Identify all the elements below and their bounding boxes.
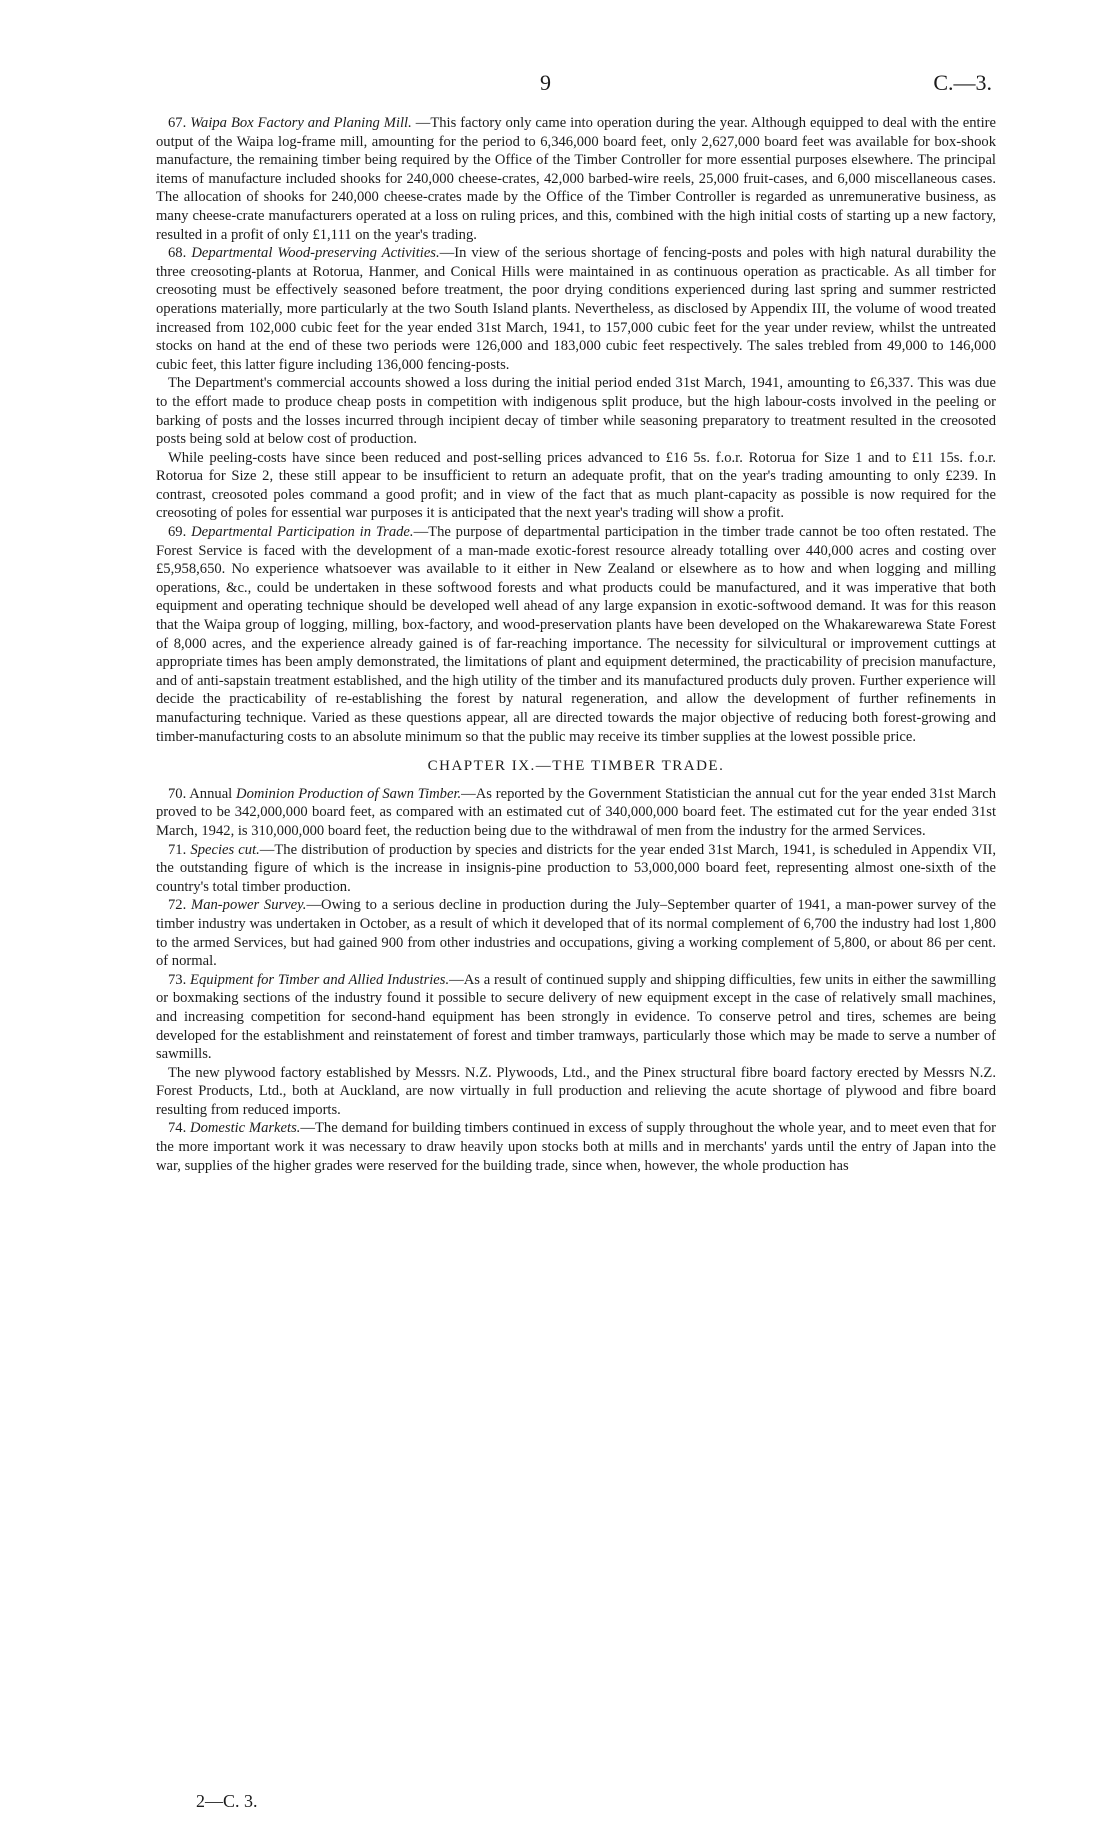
paragraph-body: The purpose of departmental participation in the timber trade cannot be too often restated. The Forest Service is faced with the development of a man-made exotic-forest resource already totalling over 440,000 acres and costing over £5,958,650. No experience whatsoever was available to it either in New Zealand or elsewhere as to how and when logging and milling operations, &c., could be undertaken in these softwood forests and what products could be manufactured, and it was imperative that both equipment and operating technique should be developed well ahead of any large expansion in exotic-softwood demand. It was for this reason that the Waipa group of logging, milling, box-factory, and wood-preservation plants have been developed on the Whakarewarewa State Forest of 8,000 acres, and the experience already gained is of far-reaching importance. The necessity for silvicultural or improvement cuttings at appropriate times has been amply demonstrated, the limitations of plant and equipment determined, the practicability of precision manufacture, and of anti-sapstain treatment established, and the high utility of the timber and its manufactured products duly proven. Further experience will decide the practicability of re-establishing the forest by natural regeneration, and allow the development of further refinements in manufacturing technique. Varied as these questions appear, all are directed towards the major objective of reducing both forest-growing and timber-manufacturing costs to an absolute minimum so that the public may receive its timber supplies at the lowest possible price. [156, 524, 997, 745]
paragraph-72 [156, 896, 996, 970]
paragraph-body: This factory only came into operation during the year. Although equipped to deal with the entire output of the Waipa log-frame mill, amounting for the period to 6,346,000 board feet, only 2,627,000 board feet was available for box-shook manufacture, the remaining timber being required by the Office of the Timber Controller for more essential purposes elsewhere. The principal items of manufacture included shooks for 240,000 cheese-crates, 42,000 barbed-wire reels, 25,000 fruit-cases, and 6,000 miscellaneous cases. The allocation of shooks for 240,000 cheese-crates made by the Office of the Timber Controller is regarded as unremunerative business, as many cheese-crate manufacturers operated at a loss on ruling prices, and this, combined with the high initial costs of starting up a new factory, resulted in a profit of only £1,111 on the year's trading. [156, 115, 996, 243]
heading-dash: — [449, 971, 464, 988]
paragraph-body: As reported by the Government Statistician the annual cut for the year ended 31st March proved to be 342,000,000 board feet, as compared with an estimated cut of 340,000,000 board feet. The estimated cut for the year ended 31st March, 1942, is 310,000,000 board feet, the reduction being due to the withdrawal of men from the industry for the armed Services. [156, 785, 996, 839]
paragraph-heading: Departmental Wood-preserving Activities. [191, 245, 440, 262]
paragraph-69 [156, 523, 996, 746]
paragraph-68-prices [156, 449, 996, 523]
paragraph-body: In view of the serious shortage of fencing-posts and poles with high natural durability the three creosoting-plants at Rotorua, Hanmer, and Conical Hills were maintained in as continuous operation as practicable. As all timber for creosoting must be effectively seasoned before treatment, the poor drying conditions experienced during last spring and summer restricted operations materially, more particularly at the two South Island plants. Nevertheless, as disclosed by Appendix III, the volume of wood treated increased from 102,000 cubic feet for the year ended 31st March, 1941, to 157,000 cubic feet for the year under review, whilst the untreated stocks on hand at the end of these two periods were 126,000 and 183,000 cubic feet respectively. The sales trebled from 49,000 to 146,000 cubic feet, this latter figure including 136,000 fencing-posts. [156, 245, 996, 373]
paragraph-73-plywood [156, 1064, 996, 1120]
paragraph-body: The demand for building timbers continued in excess of supply throughout the whole year, and to meet even that for the more important work it was necessary to draw heavily upon stocks both at mills and in merchants' yards until the entry of Japan into the war, supplies of the higher grades were reserved for the building trade, since when, however, the whole production has [156, 1120, 996, 1174]
paragraph-67 [156, 114, 996, 244]
document-reference: C.—3. [933, 70, 992, 95]
page-signature: 2—C. 3. [196, 1791, 258, 1811]
paragraph-heading: Waipa Box Factory and Planing Mill. [190, 115, 412, 131]
paragraph-body: The distribution of production by species and districts for the year ended 31st March, 1941, is scheduled in Appendix VII, the outstanding figure of which is the increase in insignis-pine production to 53,000,000 board feet, representing almost one-sixth of the country's total timber production. [156, 841, 997, 895]
paragraph-number: 68. [168, 245, 187, 262]
paragraph-68-accounts [156, 374, 996, 448]
heading-dash: — [461, 785, 476, 802]
body-text [156, 114, 996, 1175]
paragraph-68 [156, 244, 996, 374]
paragraph-body: While peeling-costs have since been reduced and post-selling prices advanced to £16 5s. f.o.r. Rotorua for Size 1 and to £11 15s. f.o.r. Rotorua for Size 2, these still appear to be insufficient to return an adequate profit, that on the year's trading amounting to only £239. In contrast, creosoted poles command a good profit; and in view of the fact that as much plant-capacity as possible is now required for the creosoting of poles for essential war purposes it is anticipated that the next year's trading will show a profit. [156, 449, 996, 522]
paragraph-number: 73. [168, 971, 187, 988]
paragraph-number: 71. [168, 841, 187, 858]
heading-dash: — [300, 1120, 315, 1137]
paragraph-body: Owing to a serious decline in production during the July–September quarter of 1941, a man-power survey of the timber industry was undertaken in October, as a result of which it developed that of its normal complement of 6,700 the industry had lost 1,800 to the armed Services, but had gained 900 from other industries and occupations, giving a working complement of 5,800, or about 86 per cent. of normal. [156, 897, 996, 970]
paragraph-70 [156, 785, 996, 841]
paragraph-74 [156, 1119, 996, 1175]
paragraph-heading: Species cut. [190, 841, 260, 858]
paragraph-number: 74. [168, 1120, 187, 1137]
heading-dash: — [439, 245, 455, 262]
page-number: 9 [540, 70, 551, 95]
page-header [0, 70, 1114, 100]
paragraph-body: The new plywood factory established by Messrs. N.Z. Plywoods, Ltd., and the Pinex structural fibre board factory erected by Messrs N.Z. Forest Products, Ltd., both at Auckland, are now virtually in full production and relieving the acute shortage of plywood and fibre board resulting from reduced imports. [156, 1064, 996, 1118]
heading-dash: — [306, 897, 322, 914]
chapter-heading: CHAPTER IX.—THE TIMBER TRADE. [427, 758, 725, 775]
paragraph-body: The Department's commercial accounts showed a loss during the initial period ended 31st March, 1941, amounting to £6,337. This was due to the effort made to produce cheap posts in competition with indigenous split produce, but the high labour-costs involved in the peeling or barking of posts and the losses incurred through incipient decay of timber while seasoning preparatory to treatment resulted in the creosoted posts being sold at below cost of production. [156, 375, 996, 448]
heading-dash: — [413, 524, 429, 541]
paragraph-number: 72. [168, 897, 187, 914]
paragraph-heading: Equipment for Timber and Allied Industries. [190, 971, 450, 988]
paragraph-body: As a result of continued supply and shipping difficulties, few units in either the sawmilling or boxmaking sections of the industry found it possible to secure delivery of new equipment except in the case of relatively small machines, and increasing competition for second-hand equipment has been strongly in evidence. To conserve petrol and tires, schemes are being developed for the establishment and reinstatement of forest and timber tramways, particularly those which may be made to serve a number of sawmills. [156, 971, 996, 1063]
paragraph-number: 70. [168, 785, 187, 802]
paragraph-number: 69. [168, 524, 187, 541]
heading-dash: — [411, 115, 431, 131]
paragraph-heading: Man-power Survey. [191, 897, 307, 914]
paragraph-71 [156, 841, 996, 897]
heading-dash: — [259, 841, 275, 858]
paragraph-73 [156, 971, 996, 1064]
paragraph-heading: Dominion Production of Sawn Timber. [236, 785, 462, 802]
paragraph-heading: Domestic Markets. [190, 1120, 301, 1137]
paragraph-number: 67. [168, 115, 187, 131]
paragraph-lead: Annual [189, 785, 237, 802]
paragraph-heading: Departmental Participation in Trade. [191, 524, 414, 541]
